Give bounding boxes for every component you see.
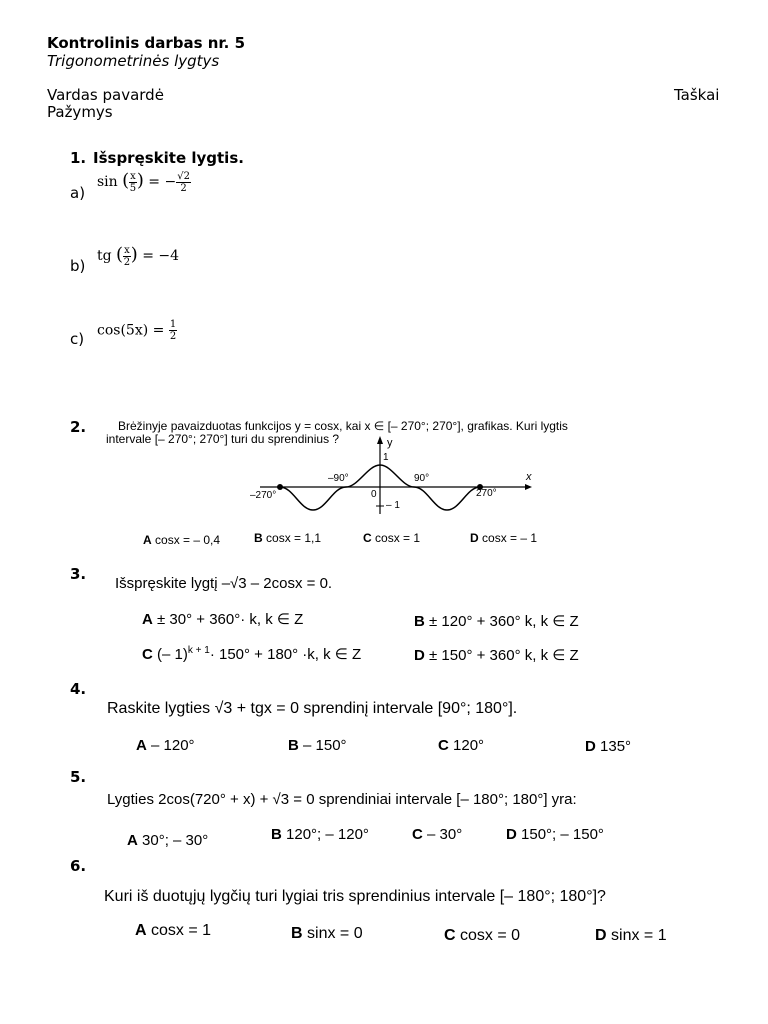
y-axis-arrow-icon: [377, 436, 383, 444]
task3-number: 3.: [70, 565, 87, 583]
task3-question: Išspręskite lygtį –√3 – 2cosx = 0.: [115, 575, 333, 592]
label-minus-90: –90°: [328, 473, 349, 484]
task1-title: Išspręskite lygtis.: [93, 149, 244, 167]
task6-option-d: D sinx = 1: [595, 927, 667, 944]
task1b-label: b): [70, 257, 86, 275]
task4-option-d: D 135°: [585, 738, 632, 755]
task2-option-a: A cosx = – 0,4: [143, 533, 221, 547]
task5-option-d: D 150°; – 150°: [506, 826, 604, 843]
name-label: Vardas pavardė: [47, 86, 164, 104]
label-270: 270°: [476, 488, 497, 499]
x-axis-label: x: [526, 471, 532, 483]
task6-option-c: C cosx = 0: [444, 927, 521, 944]
task4-question: Raskite lygties √3 + tgx = 0 sprendinį intervale [90°; 180°].: [107, 700, 518, 717]
task3-option-d: D ± 150° + 360° k, k ∈ Z: [414, 647, 579, 664]
task4-number: 4.: [70, 680, 87, 698]
x-axis-arrow-icon: [525, 484, 532, 490]
task1a-label: a): [70, 184, 86, 202]
endpoint-left: [277, 484, 283, 490]
label-one: 1: [383, 452, 389, 463]
task6-question: Kuri iš duotųjų lygčių turi lygiai tris sprendinius intervale [– 180°; 180°]?: [104, 888, 606, 905]
label-90: 90°: [414, 473, 430, 484]
cosine-graph: [240, 432, 540, 522]
y-axis-label: y: [387, 437, 393, 449]
task1c-label: c): [70, 330, 85, 348]
task6-option-a: A cosx = 1: [135, 922, 212, 939]
task4-option-c: C 120°: [438, 737, 485, 754]
task5-option-b: B 120°; – 120°: [271, 826, 369, 843]
task5-question: Lygties 2cos(720° + x) + √3 = 0 sprendiniai intervale [– 180°; 180°] yra:: [107, 791, 577, 808]
task1-number: 1.: [70, 149, 87, 167]
label-minus-270: –270°: [250, 490, 277, 501]
task5-number: 5.: [70, 768, 87, 786]
task5-option-a: A 30°; – 30°: [127, 832, 209, 849]
task6-number: 6.: [70, 857, 87, 875]
task4-option-b: B – 150°: [288, 737, 347, 754]
task2-number: 2.: [70, 418, 87, 436]
task1c-equation: cos(5x) = $\frac{1}{2}$: [97, 319, 177, 342]
task2-option-b: B cosx = 1,1: [254, 531, 322, 545]
document-title: Kontrolinis darbas nr. 5: [47, 34, 246, 52]
task3-option-b: B ± 120° + 360° k, k ∈ Z: [414, 613, 579, 630]
task2-question-line1: Brėžinyje pavaizduotas funkcijos y = cosx, kai x ∈ [– 270°; 270°], grafikas. Kuri lygtis: [118, 419, 568, 433]
task6-option-b: B sinx = 0: [291, 925, 363, 942]
task4-option-a: A – 120°: [136, 737, 195, 754]
task2-option-d: D cosx = – 1: [470, 531, 538, 545]
task1b-equation: tg ( $\frac{x}{2}$ ) = −4: [97, 244, 180, 268]
task5-option-c: C – 30°: [412, 826, 463, 843]
task2-question-line2: intervale [– 270°; 270°] turi du sprendinius ?: [106, 432, 340, 446]
task2-option-c: C cosx = 1: [363, 531, 421, 545]
label-minus-one: – 1: [386, 500, 400, 511]
label-zero: 0: [371, 489, 377, 500]
task3-option-a: A ± 30° + 360°· k, k ∈ Z: [142, 611, 304, 628]
task1a-equation: sin ( $\frac{x}{5}$ ) = − $\frac{√2}{2}$: [97, 170, 190, 194]
task3-option-c: C (– 1)$^{k + 1}$· 150° + 180° ·k, k ∈ Z: [142, 645, 362, 663]
document-subtitle: Trigonometrinės lygtys: [47, 52, 220, 70]
grade-label: Pažymys: [47, 103, 113, 121]
points-label: Taškai: [674, 86, 720, 104]
